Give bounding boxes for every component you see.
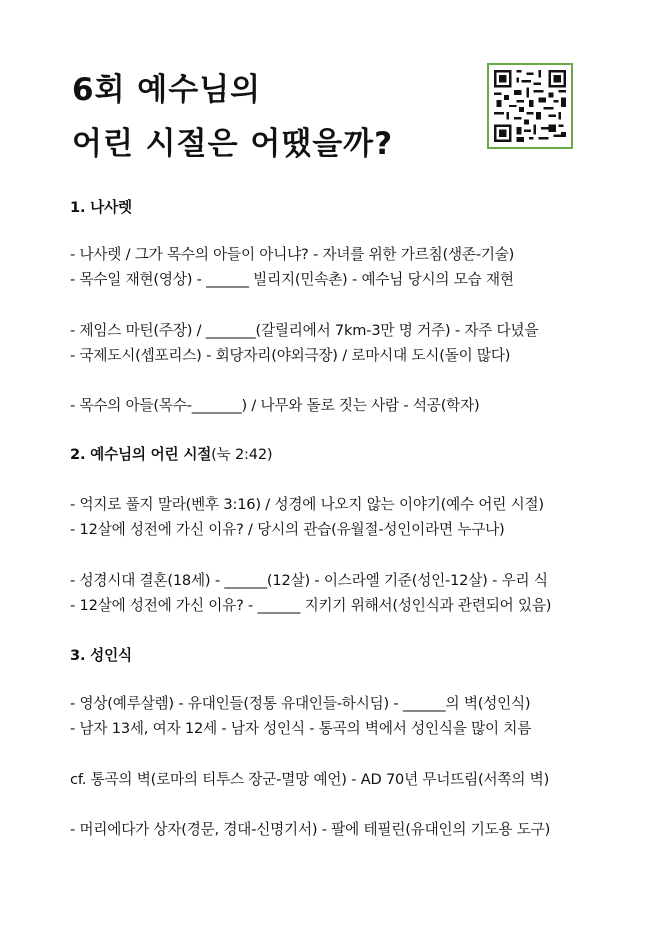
section3-line-4: - 머리에다가 상자(경문, 경대-신명기서) - 팔에 테필린(유대인의 기도용 도구) [70,821,551,838]
heading-text: 3. 성인식 [70,647,132,664]
section1-line-3: - 제임스 마틴(주장) / _______(갈릴리에서 7km-3만 명 거주) - 자주 다녔을 [70,322,539,339]
qr-code-icon [494,70,566,142]
section2-line-2: - 12살에 성전에 가신 이유? / 당시의 관습(유월절-성인이라면 누구나) [70,521,505,538]
heading-text: 1. 나사렛 [70,199,132,216]
section2-line-4: - 12살에 성전에 가신 이유? - ______ 지키기 위해서(성인식과 관련되어 있음) [70,597,552,614]
section2-line-1: - 억지로 풀지 말라(벤후 3:16) / 성경에 나오지 않는 이야기(예수 어린 시절) [70,496,544,513]
section3-line-2: - 남자 13세, 여자 12세 - 남자 성인식 - 통곡의 벽에서 성인식을 많이 치름 [70,720,532,737]
section1-line-2: - 목수일 재현(영상) - ______ 빌리지(민속촌) - 예수님 당시의 모습 재현 [70,271,514,288]
title-line-1: 6회 예수님의 [72,72,262,108]
section3-line-3: cf. 통곡의 벽(로마의 티투스 장군-멸망 예언) - AD 70년 무너뜨림(서쪽의 벽) [70,771,550,788]
section1-line-5: - 목수의 아들(목수-_______) / 나무와 돌로 짓는 사람 - 석공(학자) [70,397,480,414]
section3-line-1: - 영상(예루살렘) - 유대인들(정통 유대인들-하시딤) - ______의 벽(성인식) [70,695,531,712]
heading-text: 2. 예수님의 어린 시절 [70,446,212,463]
qr-code[interactable] [487,63,573,149]
bible-reference: (눅 2:42) [211,446,273,463]
section-heading-1 [70,196,132,217]
section-heading-3 [70,644,132,665]
section1-line-4: - 국제도시(셉포리스) - 회당자리(야외극장) / 로마시대 도시(돌이 많다) [70,347,511,364]
section1-line-1: - 나사렛 / 그가 목수의 아들이 아니냐? - 자녀를 위한 가르침(생존-기술) [70,246,515,263]
title-line-2: 어린 시절은 어땠을까? [72,126,394,162]
section-heading-2 [70,443,272,464]
section2-line-3: - 성경시대 결혼(18세) - ______(12살) - 이스라엘 기준(성인-12살) - 우리 식 [70,572,548,589]
